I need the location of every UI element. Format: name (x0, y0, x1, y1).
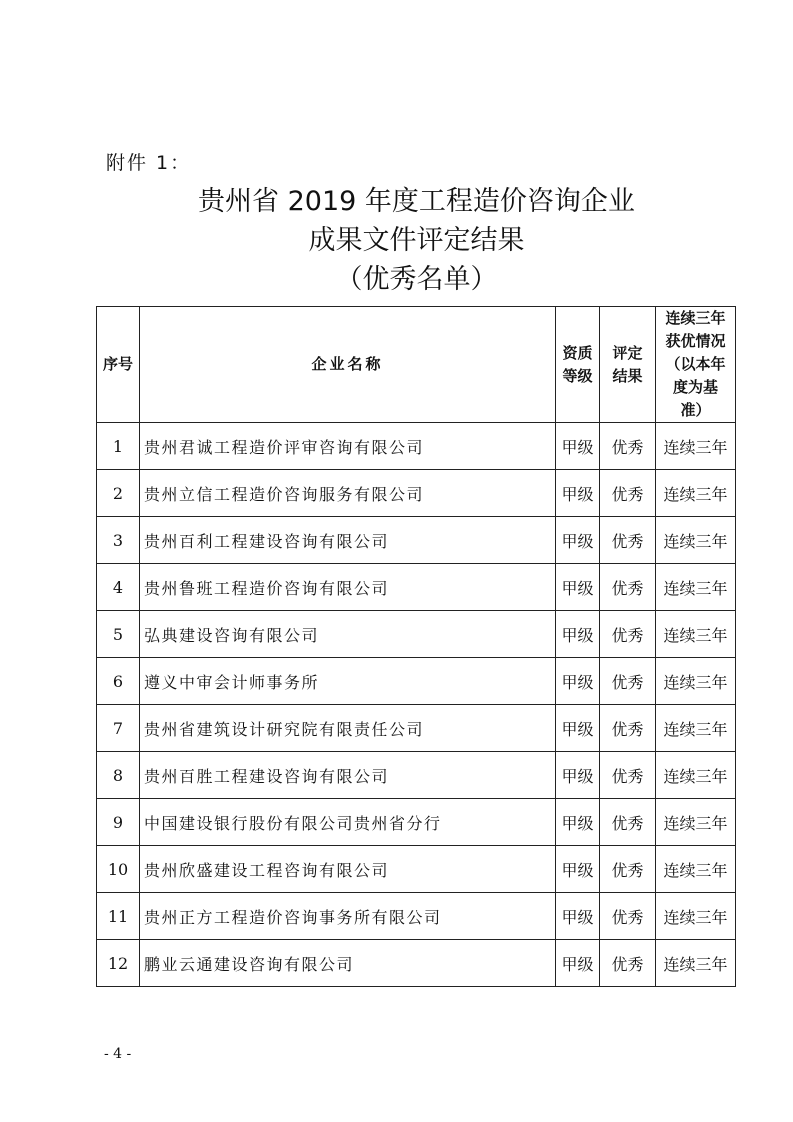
table-row (97, 423, 736, 470)
cell-company-name: 贵州正方工程造价咨询事务所有限公司 (140, 893, 556, 940)
cell-streak: 连续三年 (656, 470, 736, 517)
title-line-3: （优秀名单） (335, 264, 498, 295)
table-body (97, 423, 736, 987)
title-line-2: 成果文件评定结果 (308, 225, 525, 256)
cell-company-name: 鹏业云通建设咨询有限公司 (140, 940, 556, 987)
cell-streak: 连续三年 (656, 423, 736, 470)
cell-company-name: 贵州百利工程建设咨询有限公司 (140, 517, 556, 564)
header-seq: 序号 (97, 307, 140, 423)
cell-qualification: 甲级 (556, 470, 600, 517)
header-streak-line-5: 准） (680, 401, 711, 419)
table-row (97, 799, 736, 846)
table-row (97, 564, 736, 611)
header-company-name: 企业名称 (140, 307, 556, 423)
cell-streak: 连续三年 (656, 517, 736, 564)
cell-qualification: 甲级 (556, 658, 600, 705)
cell-streak: 连续三年 (656, 893, 736, 940)
cell-company-name: 贵州省建筑设计研究院有限责任公司 (140, 705, 556, 752)
cell-company-name: 贵州立信工程造价咨询服务有限公司 (140, 470, 556, 517)
table-row (97, 611, 736, 658)
cell-seq: 10 (97, 846, 140, 893)
cell-qualification: 甲级 (556, 940, 600, 987)
cell-seq: 7 (97, 705, 140, 752)
table-header-row (97, 307, 736, 423)
cell-streak: 连续三年 (656, 752, 736, 799)
cell-seq: 6 (97, 658, 140, 705)
cell-result: 优秀 (600, 658, 656, 705)
cell-result: 优秀 (600, 940, 656, 987)
cell-company-name: 遵义中审会计师事务所 (140, 658, 556, 705)
cell-seq: 3 (97, 517, 140, 564)
header-streak-line-4: 度为基 (672, 378, 718, 396)
document-title (0, 182, 793, 299)
cell-qualification: 甲级 (556, 423, 600, 470)
table-row (97, 658, 736, 705)
cell-result: 优秀 (600, 752, 656, 799)
table-row (97, 846, 736, 893)
cell-result: 优秀 (600, 893, 656, 940)
cell-seq: 4 (97, 564, 140, 611)
cell-result: 优秀 (600, 846, 656, 893)
cell-streak: 连续三年 (656, 564, 736, 611)
cell-qualification: 甲级 (556, 799, 600, 846)
cell-qualification: 甲级 (556, 611, 600, 658)
attachment-label: 附件 1： (106, 152, 192, 174)
header-three-year-streak (656, 307, 736, 423)
header-streak-line-3: （以本年 (665, 355, 726, 373)
cell-seq: 12 (97, 940, 140, 987)
cell-qualification: 甲级 (556, 564, 600, 611)
cell-seq: 9 (97, 799, 140, 846)
cell-result: 优秀 (600, 705, 656, 752)
cell-streak: 连续三年 (656, 799, 736, 846)
page-number: - 4 - (104, 1046, 132, 1062)
cell-company-name: 贵州欣盛建设工程咨询有限公司 (140, 846, 556, 893)
cell-company-name: 弘典建设咨询有限公司 (140, 611, 556, 658)
excellent-list-table (96, 306, 736, 987)
header-result-line-2: 结果 (612, 366, 643, 385)
cell-company-name: 贵州百胜工程建设咨询有限公司 (140, 752, 556, 799)
table-row (97, 705, 736, 752)
header-streak-line-2: 获优情况 (665, 332, 726, 350)
cell-result: 优秀 (600, 564, 656, 611)
cell-result: 优秀 (600, 423, 656, 470)
cell-company-name: 贵州君诚工程造价评审咨询有限公司 (140, 423, 556, 470)
table-row (97, 940, 736, 987)
cell-streak: 连续三年 (656, 940, 736, 987)
cell-result: 优秀 (600, 611, 656, 658)
header-qualification-line-2: 等级 (562, 366, 593, 385)
header-qualification (556, 307, 600, 423)
cell-result: 优秀 (600, 517, 656, 564)
cell-streak: 连续三年 (656, 846, 736, 893)
cell-company-name: 中国建设银行股份有限公司贵州省分行 (140, 799, 556, 846)
cell-seq: 11 (97, 893, 140, 940)
cell-company-name: 贵州鲁班工程造价咨询有限公司 (140, 564, 556, 611)
cell-streak: 连续三年 (656, 705, 736, 752)
cell-seq: 1 (97, 423, 140, 470)
header-result-line-1: 评定 (612, 343, 643, 362)
table-row (97, 752, 736, 799)
cell-qualification: 甲级 (556, 846, 600, 893)
cell-qualification: 甲级 (556, 517, 600, 564)
table-row (97, 893, 736, 940)
table-row (97, 470, 736, 517)
cell-qualification: 甲级 (556, 752, 600, 799)
cell-seq: 8 (97, 752, 140, 799)
cell-qualification: 甲级 (556, 893, 600, 940)
cell-streak: 连续三年 (656, 658, 736, 705)
cell-result: 优秀 (600, 470, 656, 517)
cell-result: 优秀 (600, 799, 656, 846)
table-row (97, 517, 736, 564)
title-line-1: 贵州省 2019 年度工程造价咨询企业 (198, 186, 635, 217)
header-qualification-line-1: 资质 (562, 343, 593, 362)
cell-qualification: 甲级 (556, 705, 600, 752)
header-result (600, 307, 656, 423)
cell-streak: 连续三年 (656, 611, 736, 658)
header-streak-line-1: 连续三年 (665, 309, 726, 327)
cell-seq: 5 (97, 611, 140, 658)
cell-seq: 2 (97, 470, 140, 517)
